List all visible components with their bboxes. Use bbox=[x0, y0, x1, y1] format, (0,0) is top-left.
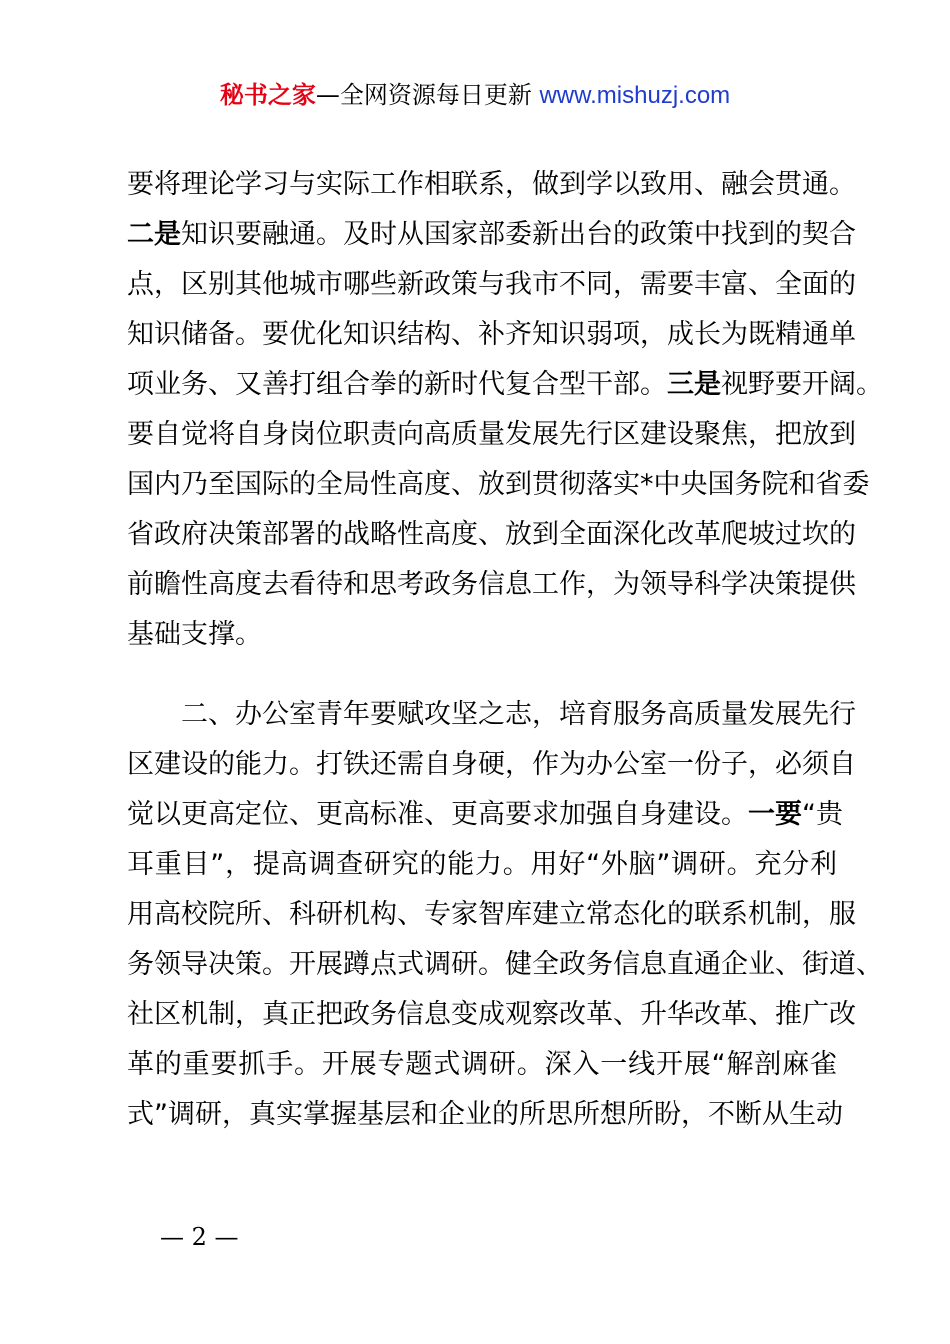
bold-lead: 二是 bbox=[127, 219, 181, 250]
text-line: 基础支撑。 bbox=[127, 619, 262, 650]
text-line bbox=[127, 210, 856, 260]
site-brand: 秘书之家 bbox=[219, 81, 316, 109]
text-line: 耳重目”，提高调查研究的能力。用好“外脑”调研。充分利 bbox=[127, 849, 837, 880]
text-line: 用高校院所、科研机构、专家智库建立常态化的联系机制，服 bbox=[127, 899, 856, 930]
site-tagline: —全网资源每日更新 bbox=[315, 81, 540, 109]
text-line: 革的重要抓手。开展专题式调研。深入一线开展“解剖麻雀 bbox=[127, 1049, 837, 1080]
text-line: 要将理论学习与实际工作相联系，做到学以致用、融会贯通。 bbox=[127, 169, 856, 200]
text-line bbox=[127, 360, 883, 410]
bold-lead: 三是 bbox=[667, 369, 721, 400]
text-line: 知识储备。要优化知识结构、补齐知识弱项，成长为既精通单 bbox=[127, 319, 856, 350]
text-span: “贵 bbox=[802, 799, 843, 830]
text-span: 项业务、又善打组合拳的新时代复合型干部。 bbox=[127, 369, 667, 400]
text-line: 要自觉将自身岗位职责向高质量发展先行区建设聚焦，把放到 bbox=[127, 419, 856, 450]
paragraph-heading-line: 二、办公室青年要赋攻坚之志，培育服务高质量发展先行 bbox=[181, 699, 856, 730]
text-line bbox=[127, 790, 843, 840]
text-line: 社区机制，真正把政务信息变成观察改革、升华改革、推广改 bbox=[127, 999, 856, 1030]
text-line: 务领导决策。开展蹲点式调研。健全政务信息直通企业、街道、 bbox=[127, 949, 883, 980]
bold-lead: 一要 bbox=[748, 799, 802, 830]
text-span: 觉以更高定位、更高标准、更高要求加强自身建设。 bbox=[127, 799, 748, 830]
text-line: 省政府决策部署的战略性高度、放到全面深化改革爬坡过坎的 bbox=[127, 519, 856, 550]
site-url[interactable]: www.mishuzj.com bbox=[539, 82, 731, 109]
text-span: 视野要开阔。 bbox=[721, 369, 883, 400]
text-line: 前瞻性高度去看待和思考政务信息工作，为领导科学决策提供 bbox=[127, 569, 856, 600]
site-header bbox=[0, 78, 950, 113]
text-line: 区建设的能力。打铁还需自身硬，作为办公室一份子，必须自 bbox=[127, 749, 856, 780]
text-line: 点，区别其他城市哪些新政策与我市不同，需要丰富、全面的 bbox=[127, 269, 856, 300]
text-line: 式”调研，真实掌握基层和企业的所思所想所盼，不断从生动 bbox=[127, 1099, 843, 1130]
text-span: 知识要融通。及时从国家部委新出台的政策中找到的契合 bbox=[181, 219, 856, 250]
text-line: 国内乃至国际的全局性高度、放到贯彻落实*中央国务院和省委 bbox=[127, 469, 870, 500]
page-number: — 2 — bbox=[160, 1223, 239, 1251]
